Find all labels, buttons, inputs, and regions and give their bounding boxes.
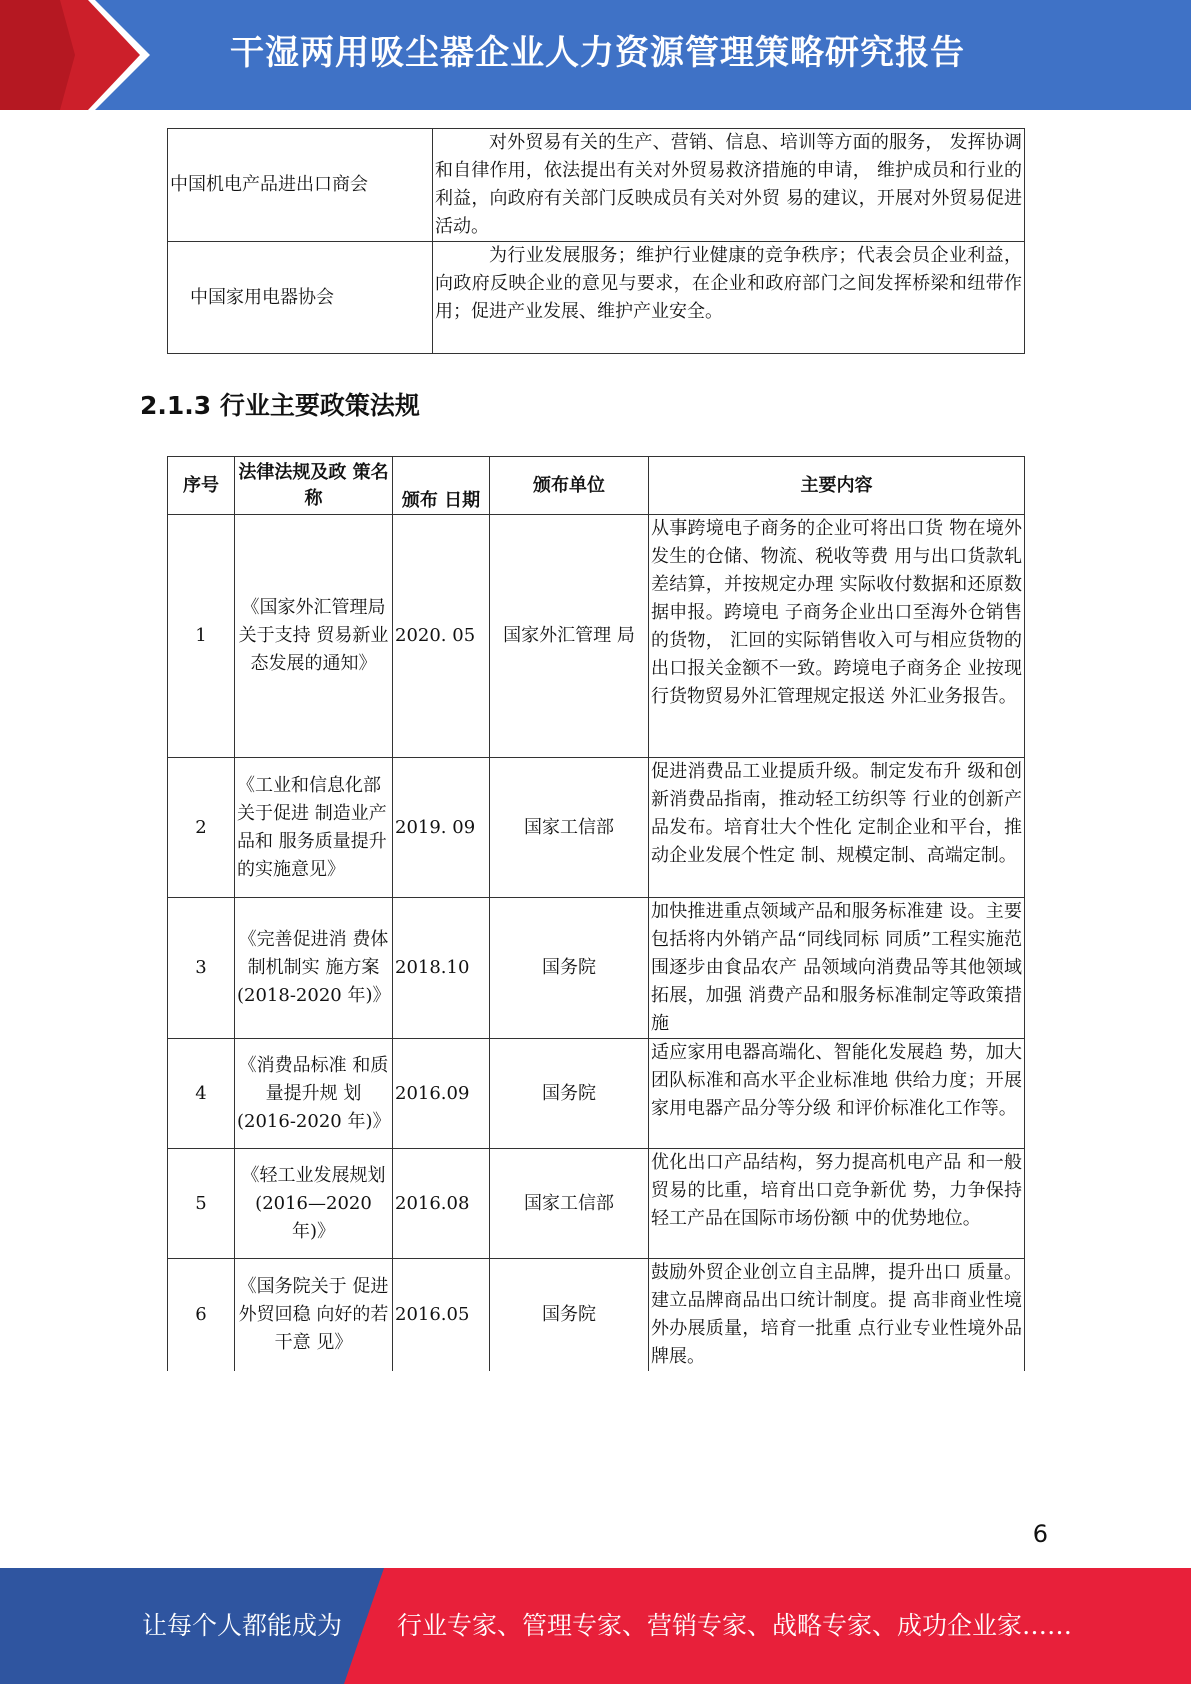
policy-content: 适应家用电器高端化、智能化发展趋 势，加大团队标准和高水平企业标准地 供给力度；开展家用电器产品分等分级 和评价标准化工作等。 <box>649 1039 1025 1149</box>
issuer: 国家外汇管理 局 <box>490 515 649 758</box>
table-row <box>168 242 1025 354</box>
issue-date: 2020. 05 <box>393 515 490 758</box>
row-number: 1 <box>168 515 235 758</box>
policy-content: 加快推进重点领域产品和服务标准建 设。主要包括将内外销产品“同线同标 同质”工程实施范围逐步由食品农产 品领域向消费品等其他领域拓展，加强 消费产品和服务标准制定等政策措施 <box>649 898 1025 1039</box>
table-row <box>168 1259 1025 1372</box>
footer-slogan-right: 行业专家、管理专家、营销专家、战略专家、成功企业家…… <box>397 1611 1073 1640</box>
footer-slogan-left: 让每个人都能成为 <box>142 1611 343 1640</box>
row-number: 2 <box>168 758 235 898</box>
column-header-number: 序号 <box>168 457 235 515</box>
table-row <box>168 758 1025 898</box>
row-number: 4 <box>168 1039 235 1149</box>
column-header-name: 法律法规及政 策名称 <box>235 457 393 515</box>
page-header <box>0 0 1191 110</box>
issue-date: 2016.05 <box>393 1259 490 1372</box>
issuer: 国务院 <box>490 1259 649 1372</box>
industry-associations-table <box>167 128 1025 354</box>
policy-name: 《工业和信息化部关于促进 制造业产品和 服务质量提升 的实施意见》 <box>235 758 393 898</box>
policy-name: 《完善促进消 费体制机制实 施方案 (2018-2020 年)》 <box>235 898 393 1039</box>
page-number: 6 <box>1032 1520 1048 1548</box>
row-number: 5 <box>168 1149 235 1259</box>
issuer: 国务院 <box>490 898 649 1039</box>
policy-name: 《国务院关于 促进外贸回稳 向好的若干意 见》 <box>235 1259 393 1372</box>
table-row <box>168 898 1025 1039</box>
policy-name: 《消费品标准 和质量提升规 划(2016-2020 年)》 <box>235 1039 393 1149</box>
policy-regulations-table <box>167 456 1025 1371</box>
page-footer <box>0 1568 1191 1684</box>
policy-name: 《国家外汇管理局关于支持 贸易新业态发展的通知》 <box>235 515 393 758</box>
org-description: 对外贸易有关的生产、营销、信息、培训等方面的服务， 发挥协调和自律作用，依法提出有关对外贸易救济措施的申请， 维护成员和行业的利益，向政府有关部门反映成员有关对外贸 易的建议，开展对外贸易促进活动。 <box>433 129 1025 242</box>
policy-content: 从事跨境电子商务的企业可将出口货 物在境外发生的仓储、物流、税收等费 用与出口货款轧差结算，并按规定办理 实际收付数据和还原数据申报。跨境电 子商务企业出口至海外仓销售的货物， 汇回的实际销售收入可与相应货物的 出口报关金额不一致。跨境电子商务企 业按现行货物贸易外汇管理规定报送 外汇业务报告。 <box>649 515 1025 758</box>
policy-content: 促进消费品工业提质升级。制定发布升 级和创新消费品指南，推动轻工纺织等 行业的创新产品发布。培育壮大个性化 定制企业和平台，推动企业发展个性定 制、规模定制、高端定制。 <box>649 758 1025 898</box>
table-header-row <box>168 457 1025 515</box>
org-description: 为行业发展服务；维护行业健康的竞争秩序；代表会员企业利益，向政府反映企业的意见与要求，在企业和政府部门之间发挥桥梁和纽带作用；促进产业发展、维护产业安全。 <box>433 242 1025 354</box>
issuer: 国务院 <box>490 1039 649 1149</box>
issue-date: 2019. 09 <box>393 758 490 898</box>
policy-name: 《轻工业发展规划(2016—2020 年)》 <box>235 1149 393 1259</box>
column-header-issuer: 颁布单位 <box>490 457 649 515</box>
report-title: 干湿两用吸尘器企业人力资源管理策略研究报告 <box>230 33 965 73</box>
org-name: 中国机电产品进出口商会 <box>168 129 433 242</box>
issue-date: 2016.08 <box>393 1149 490 1259</box>
issuer: 国家工信部 <box>490 758 649 898</box>
row-number: 6 <box>168 1259 235 1372</box>
org-name: 中国家用电器协会 <box>168 242 433 354</box>
issue-date: 2016.09 <box>393 1039 490 1149</box>
issue-date: 2018.10 <box>393 898 490 1039</box>
table-row <box>168 129 1025 242</box>
policy-content: 优化出口产品结构，努力提高机电产品 和一般贸易的比重，培育出口竞争新优 势，力争保持轻工产品在国际市场份额 中的优势地位。 <box>649 1149 1025 1259</box>
section-heading: 2.1.3 行业主要政策法规 <box>140 391 420 420</box>
column-header-content: 主要内容 <box>649 457 1025 515</box>
table-row <box>168 1149 1025 1259</box>
table-row <box>168 515 1025 758</box>
policy-content: 鼓励外贸企业创立自主品牌，提升出口 质量。建立品牌商品出口统计制度。提 高非商业性境外办展质量，培育一批重 点行业专业性境外品牌展。 <box>649 1259 1025 1372</box>
table-row <box>168 1039 1025 1149</box>
row-number: 3 <box>168 898 235 1039</box>
issuer: 国家工信部 <box>490 1149 649 1259</box>
column-header-date: 颁布 日期 <box>393 457 490 515</box>
